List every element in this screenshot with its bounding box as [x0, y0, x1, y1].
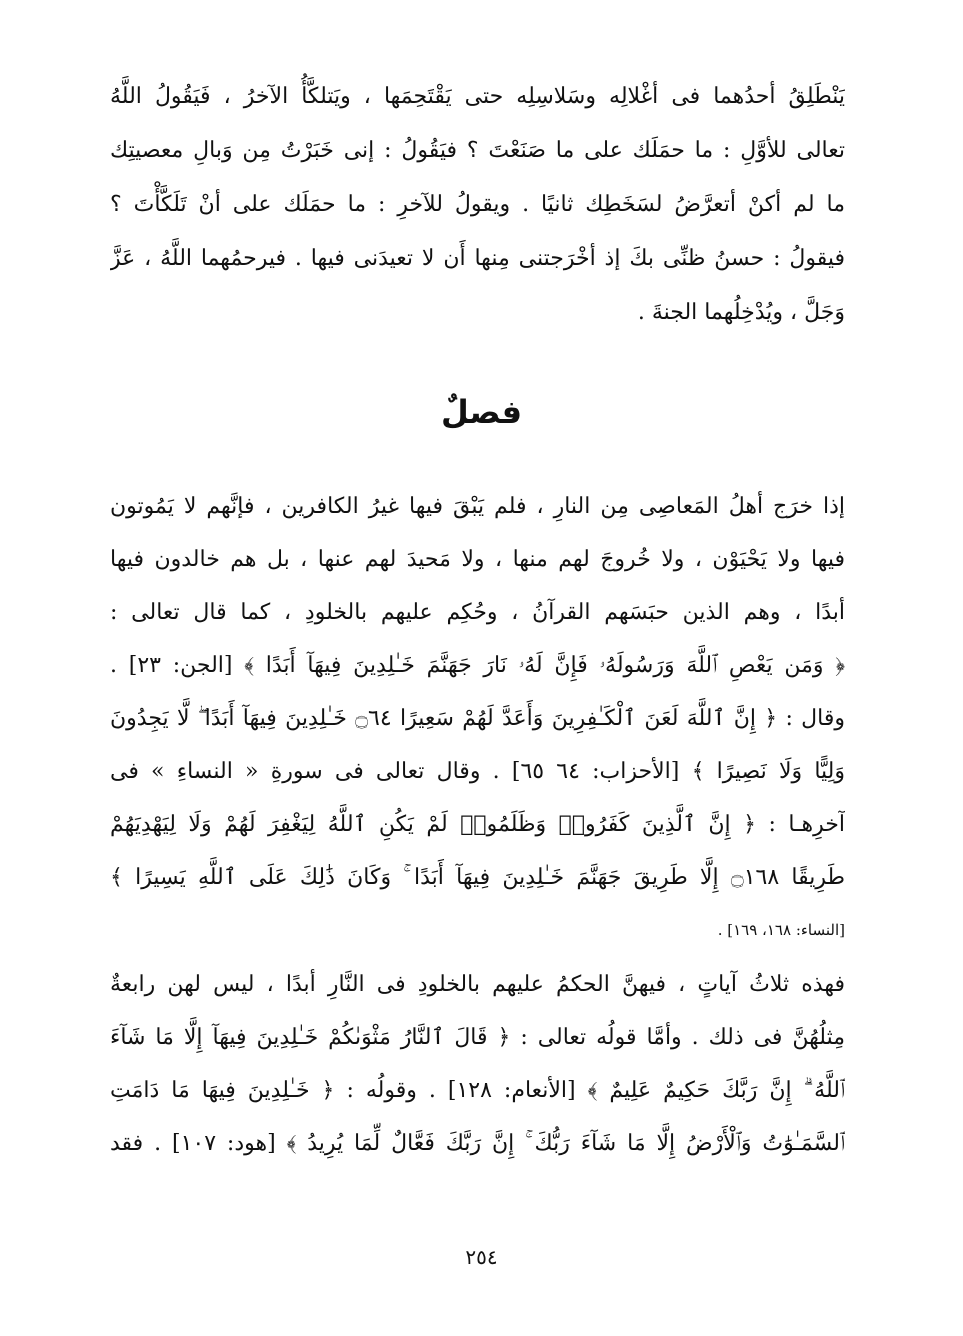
text-line: فيها ولا يَحْيَوْن ، ولا خُروجَ لهم منها ، ولا مَحيدَ لهم عنها ، بل هم خالدون فيها [110, 547, 845, 572]
paragraph-section [110, 480, 845, 957]
paragraph-conclusion [110, 958, 845, 1170]
text-line: ما لم أكنْ أتعرَّضُ لسَخَطِك ثانيًا . ويقولُ للآخرِ : ما حمَلَك على أنْ تَلَكَّأْتَ ؟ [110, 192, 845, 217]
quran-verse-line: آخرِهـا : ﴿ إِنَّ ٱلَّذِينَ كَفَرُوا۟ وَظَلَمُوا۟ لَمْ يَكُنِ ٱللَّهُ لِيَغْفِرَ لَهُمْ وَلَا لِيَهْدِيَهُمْ [110, 812, 845, 837]
quran-verse-line: وقال : ﴿ إِنَّ ٱللَّهَ لَعَنَ ٱلْكَـٰفِرِينَ وَأَعَدَّ لَهُمْ سَعِيرًا ۝٦٤ خَـٰلِدِينَ فِيهَآ أَبَدًا ۖ لَّا يَجِدُونَ [110, 706, 845, 731]
page-number: ٢٥٤ [465, 1245, 498, 1269]
quran-verse-line: مِثلُهُنَّ فى ذلك . وأمَّا قولُه تعالى : ﴿ قَالَ ٱلنَّارُ مَثْوَىٰكُمْ خَـٰلِدِينَ فِيهَآ إِلَّا مَا شَآءَ [110, 1025, 845, 1050]
quran-verse-line: ٱلسَّمَـٰوَٰتُ وَٱلْأَرْضُ إِلَّا مَا شَآءَ رَبُّكَ ۚ إِنَّ رَبَّكَ فَعَّالٌ لِّمَا يُرِيدُ ﴾ [هود: ١٠٧] . فقد [110, 1131, 845, 1156]
paragraph-intro [110, 70, 845, 340]
text-line: فيقولُ : حسنُ ظنِّى بكَ إذ أخْرَجتنى مِنها أَن لا تعيدَنى فيها . فيرحمُهما اللَّهُ ، عَزَّ [110, 246, 845, 271]
text-line: إذا خرَج أهلُ المَعاصِى مِن النارِ ، فلم يَبْقَ فيها غيرُ الكافرين ، فإنَّهم لا يَمُوتون [110, 494, 845, 519]
quran-verse-line: طَرِيقًا ۝١٦٨ إِلَّا طَرِيقَ جَهَنَّمَ خَـٰلِدِينَ فِيهَآ أَبَدًا ۚ وَكَانَ ذَٰلِكَ عَلَى ٱللَّهِ يَسِيرًا ﴾ [110, 865, 845, 890]
quran-verse-line: ﴿ وَمَن يَعْصِ ٱللَّهَ وَرَسُولَهُۥ فَإِنَّ لَهُۥ نَارَ جَهَنَّمَ خَـٰلِدِينَ فِيهَآ أَبَدًا ﴾ [الجن: ٢٣] . [110, 653, 845, 678]
section-heading: فصلٌ [440, 393, 523, 431]
text-line: أبدًا ، وهم الذين حبَسَهم القرآنُ ، وحُكِم عليهم بالخلودِ ، كما قال تعالى : [110, 600, 845, 625]
text-line: وَجَلَّ ، ويُدْخِلُهما الجنةَ . [637, 300, 845, 325]
text-line: يَنْطَلِقُ أحدُهما فى أغْلالِه وسَلاسِلِه حتى يَقْتَحِمَها ، ويَتلكَّأُ الآخرُ ، فَيَقُولُ اللَّهُ [110, 84, 845, 109]
text-line: فهذه ثلاثُ آياتٍ ، فيهنَّ الحكمُ عليهم بالخلودِ فى النَّارِ أبدًا ، ليس لهن رابعةٌ [110, 972, 845, 997]
quran-verse-line: ٱللَّهُ ۗ إِنَّ رَبَّكَ حَكِيمٌ عَلِيمٌ ﴾ [الأنعام: ١٢٨] . وقولُه : ﴿ خَـٰلِدِينَ فِيهَا مَا دَامَتِ [110, 1078, 845, 1103]
text-line: وَلِيًّا وَلَا نَصِيرًا ﴾ [الأحزاب: ٦٤ ٦٥] . وقال تعالى فى سورةِ « النساءِ » فى [110, 759, 845, 784]
text-line: تعالى للأوَّلِ : ما حمَلَك على ما صَنَعْتَ ؟ فيَقُولُ : إنى خَبَرْتُ مِن وَبالِ معصيتِك [110, 138, 845, 163]
verse-citation: [النساء: ١٦٨، ١٦٩] . [717, 921, 845, 939]
